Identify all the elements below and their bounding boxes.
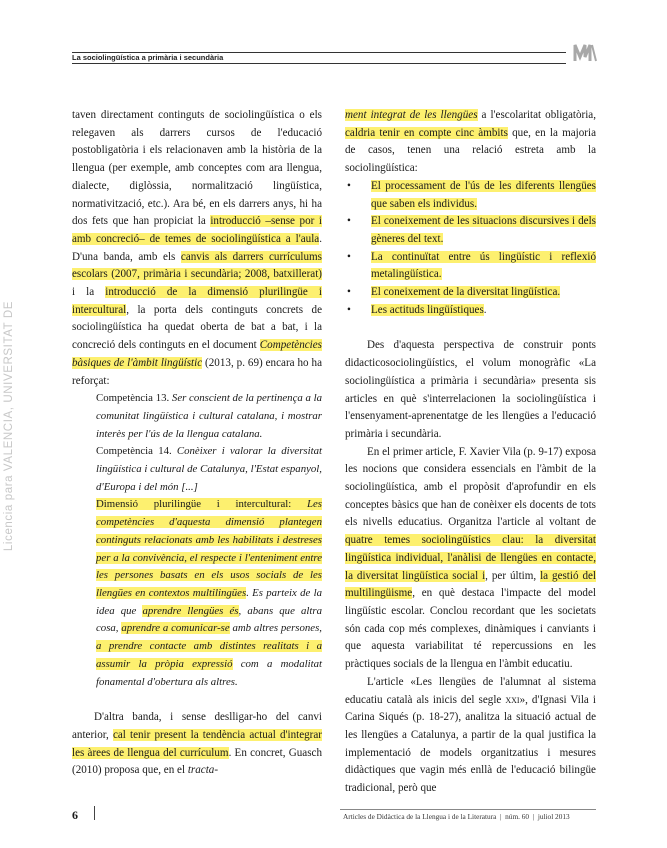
quote-competence-14: Competència 14. Conèixer i valorar la diversitat lingüística i cultural de Catalunya, l'Estat espanyol, d'Europa i del món [...] (96, 445, 322, 493)
highlight: a prendre contacte amb distintes realitats i a assumir la pròpia expressió (96, 640, 322, 670)
paragraph: ment integrat de les llengües a l'escolaritat obligatòria, caldria tenir en compte cinc àmbits que, en la majoria de casos, tenen una relació estreta amb la sociolingüística: (345, 109, 596, 175)
footer-rule (340, 809, 596, 810)
issue-number: núm. 60 (505, 812, 530, 821)
paragraph: L'article «Les llengües de l'alumnat al sistema educatiu català als inicis del segle xxi», d'Ignasi Vila i Carina Siqués (p. 18-27), analitza la situació actual de les llengües a Catalunya, a partir de la qual justifica la implementació de models organitzatius i mesures didàctiques que vagin més enllà de l'educació bilingüe tradicional, però que (345, 675, 596, 795)
highlight: Competències bàsiques de l'àmbit lingüístic (72, 339, 322, 369)
highlight: aprendre a comunicar-se (121, 622, 230, 635)
journal-name: Articles de Didàctica de la Llengua i de la Literatura (343, 812, 497, 821)
highlight: la gestió del multilingüisme (345, 569, 597, 600)
list-item: • Les actituds lingüístiques. (345, 302, 596, 320)
highlight: canvis als darrers currículums escolars (2007, primària i secundària; 2008, batxillerat) (72, 250, 322, 281)
list-item: • El processament de l'ús de les diferents llengües que saben els individus. (345, 178, 596, 213)
list-item: • La continuïtat entre ús lingüístic i reflexió metalingüística. (345, 249, 596, 284)
highlight: caldria tenir en compte cinc àmbits (345, 126, 508, 139)
highlight: ment integrat de les llengües (345, 109, 478, 121)
highlight: cal tenir present la tendència actual d'integrar les àrees de llengua del currículum (72, 728, 322, 759)
quote-plurilingual: Dimensió plurilingüe i intercultural: Les competències d'aquesta dimensió plantegen continguts relacionats amb les habilitats i destreses per a la convivència, el respecte i l'enteniment entre les persones basats en els usos socials de les llengües en contextos multilingües. Es parteix de la idea que aprendre llengües és, abans que altra cosa, aprendre a comunicar-se amb altres persones, a prendre contacte amb distintes realitats i a assumir la pròpia expressió com a modalitat fonamental d'obertura als altres. (96, 498, 323, 688)
left-column (72, 107, 322, 780)
footer-citation: Articles de Didàctica de la Llengua i de la Literatura | núm. 60 | juliol 2013 (343, 812, 570, 821)
highlight: Les competències d'aquesta dimensió plantegen continguts relacionats amb les habilitats i destreses per a la convivència, el respecte i l'enteniment entre les persones basats en els usos socials de les llengües en contextos multilingües (96, 498, 322, 599)
footer-divider (94, 806, 95, 820)
right-column (345, 107, 596, 798)
highlight: Dimensió plurilingüe i intercultural: (96, 498, 307, 511)
license-watermark: Licencia para VALENCIA, UNIVERSITAT DE (3, 300, 15, 552)
paragraph: Des d'aquesta perspectiva de construir ponts didacticosociolingüístics, el volum monogràfic «La sociolingüística a primària i secundària» presenta sis articles en què s'interrelacionen la sociolingüística i l'ensenyament-aprenentatge de les llengües a l'educació primària i secundària. (345, 339, 596, 440)
highlight: introducció –sense por i amb concreció– de temes de sociolingüística a l'aula (72, 215, 322, 245)
highlight: aprendre llengües és (142, 604, 239, 617)
highlight: quatre temes sociolingüístics clau: la diversitat lingüística individual, l'anàlisi de llengües en contacte, la diversitat lingüística social i (345, 534, 596, 582)
journal-logo-icon (572, 41, 598, 63)
running-header: La sociolingüística a primària i secundària (72, 53, 566, 64)
list-item: • El coneixement de la diversitat lingüística. (345, 284, 596, 302)
page-number: 6 (72, 808, 78, 822)
issue-date: juliol 2013 (537, 812, 570, 821)
list-item: • El coneixement de les situacions discursives i dels gèneres del text. (345, 213, 596, 248)
paragraph: D'altra banda, i sense deslligar-ho del canvi anterior, cal tenir present la tendència actual d'integrar les àrees de llengua del currículum. En concret, Guasch (2010) proposa que, en el tracta- (72, 711, 323, 777)
paragraph: taven directament continguts de sociolingüística o els relegaven als darrers cursos de l'educació postobligatòria i els relacionaven amb la història de la llengua (per exemple, amb conceptes com ara llengua, dialecte, diglòssia, normalització lingüística, normativització, etc.). Ara bé, en els darrers anys, hi ha dos fets que han propiciat la introducció –sense por i amb concreció– de temes de sociolingüística a l'aula. D'una banda, amb els canvis als darrers currículums escolars (2007, primària i secundària; 2008, batxillerat) i la introducció de la dimensió plurilingüe i intercultural, la porta dels continguts concrets de sociolingüística ha quedat oberta de bat a bat, i la concreció dels continguts en el document Competències bàsiques de l'àmbit lingüístic (2013, p. 69) encara ho ha reforçat: (72, 109, 323, 387)
paragraph: En el primer article, F. Xavier Vila (p. 9-17) exposa les nocions que considera essencials en l'àmbit de la sociolingüística, amb el propòsit d'aprofundir en els conceptes bàsics que han de conèixer els docents de tots els nivells educatius. Organitza l'article al voltant de quatre temes sociolingüístics clau: la diversitat lingüística individual, l'anàlisi de llengües en contacte, la diversitat lingüística social i, per últim, la gestió del multilingüisme, en què destaca l'impacte del model lingüístic escolar. Conclou recordant que les societats són cada cop més complexes, dinàmiques i canviants i que aquesta variabilitat té repercussions en les pràctiques socials de la llengua en l'àmbit educatiu. (345, 445, 597, 671)
bullet-list (345, 178, 596, 320)
quote-competence-13: Competència 13. Ser conscient de la pertinença a la comunitat lingüística i cultural catalana, i mostrar interès per l'ús de la llengua catalana. (96, 392, 323, 440)
highlight: introducció de la dimensió plurilingüe i intercultural (72, 286, 323, 316)
